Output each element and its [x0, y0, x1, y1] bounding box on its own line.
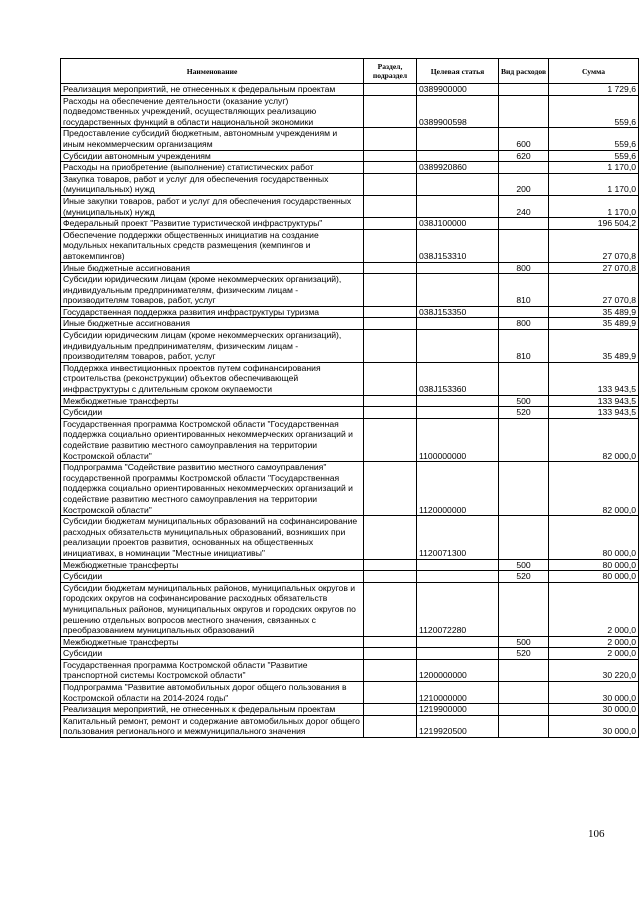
- budget-table: [60, 58, 639, 738]
- table-row: [61, 128, 639, 150]
- row-kind: [499, 218, 549, 230]
- table-row: [61, 262, 639, 274]
- row-sum: 80 000,0: [549, 559, 639, 571]
- row-name: Иные бюджетные ассигнования: [61, 262, 364, 274]
- row-section: [364, 682, 417, 704]
- row-name: Межбюджетные трансферты: [61, 636, 364, 648]
- row-kind: [499, 659, 549, 681]
- row-target: 1200000000: [417, 659, 499, 681]
- row-name: Реализация мероприятий, не отнесенных к федеральным проектам: [61, 704, 364, 716]
- header-name: Наименование: [61, 59, 364, 84]
- row-sum: 559,6: [549, 95, 639, 128]
- row-kind: [499, 462, 549, 516]
- table-row: [61, 407, 639, 419]
- row-section: [364, 262, 417, 274]
- row-sum: 82 000,0: [549, 462, 639, 516]
- row-sum: 27 070,8: [549, 262, 639, 274]
- row-section: [364, 274, 417, 307]
- row-name: Расходы на обеспечение деятельности (оказание услуг) подведомственных учреждений, осуществляющих реализацию государственных функций в области национальной экономики: [61, 95, 364, 128]
- row-target: [417, 150, 499, 162]
- row-name: Субсидии бюджетам муниципальных районов, муниципальных округов и городских округов на софинансирование расходных обязательств муниципальных районов, муниципальных округов и городских округов по решению отдельных вопросов местного значения, связанных с преобразованием муниципальных образований: [61, 582, 364, 636]
- row-section: [364, 330, 417, 363]
- table-row: [61, 582, 639, 636]
- row-section: [364, 559, 417, 571]
- row-target: [417, 128, 499, 150]
- row-target: [417, 195, 499, 217]
- row-name: Государственная поддержка развития инфраструктуры туризма: [61, 306, 364, 318]
- row-name: Реализация мероприятий, не отнесенных к федеральным проектам: [61, 84, 364, 96]
- table-row: [61, 195, 639, 217]
- row-sum: 27 070,8: [549, 229, 639, 262]
- table-row: [61, 715, 639, 737]
- row-target: 0389920860: [417, 162, 499, 174]
- row-sum: 35 489,9: [549, 306, 639, 318]
- row-kind: 620: [499, 150, 549, 162]
- table-row: [61, 571, 639, 583]
- row-kind: [499, 84, 549, 96]
- row-sum: 2 000,0: [549, 636, 639, 648]
- row-name: Государственная программа Костромской области "Государственная поддержка социально ориентированных некоммерческих организаций и содействие развитию местного самоуправления на территории Костромской области": [61, 418, 364, 461]
- row-section: [364, 648, 417, 660]
- row-target: [417, 173, 499, 195]
- row-section: [364, 173, 417, 195]
- row-name: Расходы на приобретение (выполнение) статистических работ: [61, 162, 364, 174]
- row-section: [364, 306, 417, 318]
- row-section: [364, 407, 417, 419]
- row-section: [364, 150, 417, 162]
- row-target: [417, 636, 499, 648]
- row-sum: 559,6: [549, 128, 639, 150]
- row-name: Межбюджетные трансферты: [61, 395, 364, 407]
- row-target: 1120071300: [417, 516, 499, 559]
- row-target: [417, 274, 499, 307]
- row-kind: [499, 362, 549, 395]
- row-section: [364, 659, 417, 681]
- row-name: Межбюджетные трансферты: [61, 559, 364, 571]
- row-name: Иные бюджетные ассигнования: [61, 318, 364, 330]
- table-row: [61, 229, 639, 262]
- table-row: [61, 636, 639, 648]
- row-section: [364, 229, 417, 262]
- header-sum: Сумма: [549, 59, 639, 84]
- row-sum: 133 943,5: [549, 362, 639, 395]
- row-target: 038J153350: [417, 306, 499, 318]
- table-row: [61, 462, 639, 516]
- row-sum: 2 000,0: [549, 648, 639, 660]
- row-section: [364, 636, 417, 648]
- row-section: [364, 128, 417, 150]
- row-kind: 500: [499, 636, 549, 648]
- row-sum: 80 000,0: [549, 571, 639, 583]
- row-sum: 559,6: [549, 150, 639, 162]
- row-section: [364, 516, 417, 559]
- header-kind: Вид расходов: [499, 59, 549, 84]
- row-kind: [499, 418, 549, 461]
- row-section: [364, 704, 417, 716]
- row-section: [364, 418, 417, 461]
- row-sum: 30 000,0: [549, 704, 639, 716]
- table-row: [61, 84, 639, 96]
- row-name: Субсидии: [61, 407, 364, 419]
- row-target: 0389900000: [417, 84, 499, 96]
- row-section: [364, 395, 417, 407]
- row-sum: 196 504,2: [549, 218, 639, 230]
- table-row: [61, 162, 639, 174]
- row-target: 038J153360: [417, 362, 499, 395]
- table-row: [61, 362, 639, 395]
- table-row: [61, 659, 639, 681]
- row-kind: 810: [499, 274, 549, 307]
- row-target: [417, 318, 499, 330]
- table-row: [61, 318, 639, 330]
- row-target: [417, 330, 499, 363]
- row-target: 1120072280: [417, 582, 499, 636]
- page-number: 106: [588, 828, 605, 840]
- table-row: [61, 682, 639, 704]
- row-section: [364, 162, 417, 174]
- header-target: Целевая статья: [417, 59, 499, 84]
- row-kind: 800: [499, 318, 549, 330]
- table-row: [61, 559, 639, 571]
- row-kind: 520: [499, 407, 549, 419]
- row-name: Предоставление субсидий бюджетным, автономным учреждениям и иным некоммерческим организациям: [61, 128, 364, 150]
- row-sum: 1 170,0: [549, 195, 639, 217]
- row-kind: [499, 582, 549, 636]
- row-name: Субсидии автономным учреждениям: [61, 150, 364, 162]
- row-section: [364, 318, 417, 330]
- table-row: [61, 306, 639, 318]
- row-kind: [499, 306, 549, 318]
- row-section: [364, 571, 417, 583]
- row-kind: 520: [499, 648, 549, 660]
- row-name: Государственная программа Костромской области "Развитие транспортной системы Костромской области": [61, 659, 364, 681]
- row-kind: 200: [499, 173, 549, 195]
- row-sum: 35 489,9: [549, 330, 639, 363]
- table-header: [61, 59, 639, 84]
- row-target: 0389900598: [417, 95, 499, 128]
- row-section: [364, 95, 417, 128]
- row-name: Подпрограмма "Развитие автомобильных дорог общего пользования в Костромской области на 2014-2024 годы": [61, 682, 364, 704]
- row-name: Обеспечение поддержки общественных инициатив на создание модульных некапитальных средств размещения (кемпингов и автокемпингов): [61, 229, 364, 262]
- row-kind: 240: [499, 195, 549, 217]
- row-name: Иные закупки товаров, работ и услуг для обеспечения государственных (муниципальных) нужд: [61, 195, 364, 217]
- row-sum: 27 070,8: [549, 274, 639, 307]
- row-section: [364, 462, 417, 516]
- table-body: [61, 84, 639, 738]
- row-sum: 30 220,0: [549, 659, 639, 681]
- row-kind: 500: [499, 395, 549, 407]
- row-sum: 1 729,6: [549, 84, 639, 96]
- row-kind: [499, 715, 549, 737]
- row-section: [364, 715, 417, 737]
- row-target: 1219920500: [417, 715, 499, 737]
- row-target: [417, 571, 499, 583]
- row-name: Субсидии юридическим лицам (кроме некоммерческих организаций), индивидуальным предпринимателям, физическим лицам - производителям товаров, работ, услуг: [61, 274, 364, 307]
- row-name: Поддержка инвестиционных проектов путем софинансирования строительства (реконструкции) объектов обеспечивающей инфраструктуры с длительным сроком окупаемости: [61, 362, 364, 395]
- row-kind: [499, 162, 549, 174]
- row-name: Субсидии бюджетам муниципальных образований на софинансирование расходных обязательств муниципальных образований, возникших при реализации проектов развития, основанных на общественных инициативах, в номинации "Местные инициативы": [61, 516, 364, 559]
- row-target: 1210000000: [417, 682, 499, 704]
- row-kind: 810: [499, 330, 549, 363]
- row-target: 1219900000: [417, 704, 499, 716]
- row-kind: [499, 229, 549, 262]
- table-row: [61, 173, 639, 195]
- table-row: [61, 704, 639, 716]
- row-target: 038J100000: [417, 218, 499, 230]
- row-kind: [499, 704, 549, 716]
- row-section: [364, 218, 417, 230]
- row-sum: 80 000,0: [549, 516, 639, 559]
- row-section: [364, 84, 417, 96]
- row-kind: 600: [499, 128, 549, 150]
- row-sum: 2 000,0: [549, 582, 639, 636]
- row-target: [417, 407, 499, 419]
- row-sum: 30 000,0: [549, 715, 639, 737]
- row-name: Закупка товаров, работ и услуг для обеспечения государственных (муниципальных) нужд: [61, 173, 364, 195]
- row-name: Федеральный проект "Развитие туристической инфраструктуры": [61, 218, 364, 230]
- row-name: Субсидии юридическим лицам (кроме некоммерческих организаций), индивидуальным предпринимателям, физическим лицам - производителям товаров, работ, услуг: [61, 330, 364, 363]
- row-sum: 30 000,0: [549, 682, 639, 704]
- row-target: 038J153310: [417, 229, 499, 262]
- row-target: [417, 559, 499, 571]
- row-sum: 1 170,0: [549, 173, 639, 195]
- table-row: [61, 274, 639, 307]
- row-name: Субсидии: [61, 648, 364, 660]
- table-row: [61, 150, 639, 162]
- row-kind: [499, 95, 549, 128]
- row-sum: 1 170,0: [549, 162, 639, 174]
- row-section: [364, 195, 417, 217]
- row-kind: [499, 682, 549, 704]
- table-row: [61, 395, 639, 407]
- row-kind: [499, 516, 549, 559]
- table-row: [61, 330, 639, 363]
- row-target: [417, 395, 499, 407]
- table-row: [61, 95, 639, 128]
- table-row: [61, 648, 639, 660]
- row-kind: 520: [499, 571, 549, 583]
- row-target: [417, 262, 499, 274]
- row-target: 1100000000: [417, 418, 499, 461]
- row-section: [364, 362, 417, 395]
- row-target: [417, 648, 499, 660]
- header-section: Раздел, подраздел: [364, 59, 417, 84]
- row-name: Капитальный ремонт, ремонт и содержание автомобильных дорог общего пользования регионального и межмуниципального значения: [61, 715, 364, 737]
- table-row: [61, 418, 639, 461]
- table-row: [61, 516, 639, 559]
- row-sum: 133 943,5: [549, 395, 639, 407]
- row-sum: 35 489,9: [549, 318, 639, 330]
- row-name: Субсидии: [61, 571, 364, 583]
- row-sum: 82 000,0: [549, 418, 639, 461]
- row-name: Подпрограмма "Содействие развитию местного самоуправления" государственной программы Костромской области "Государственная поддержка социально ориентированных некоммерческих организаций и содействие развитию местного самоуправления на территории Костромской области": [61, 462, 364, 516]
- row-kind: 500: [499, 559, 549, 571]
- row-sum: 133 943,5: [549, 407, 639, 419]
- table-row: [61, 218, 639, 230]
- row-target: 1120000000: [417, 462, 499, 516]
- row-section: [364, 582, 417, 636]
- row-kind: 800: [499, 262, 549, 274]
